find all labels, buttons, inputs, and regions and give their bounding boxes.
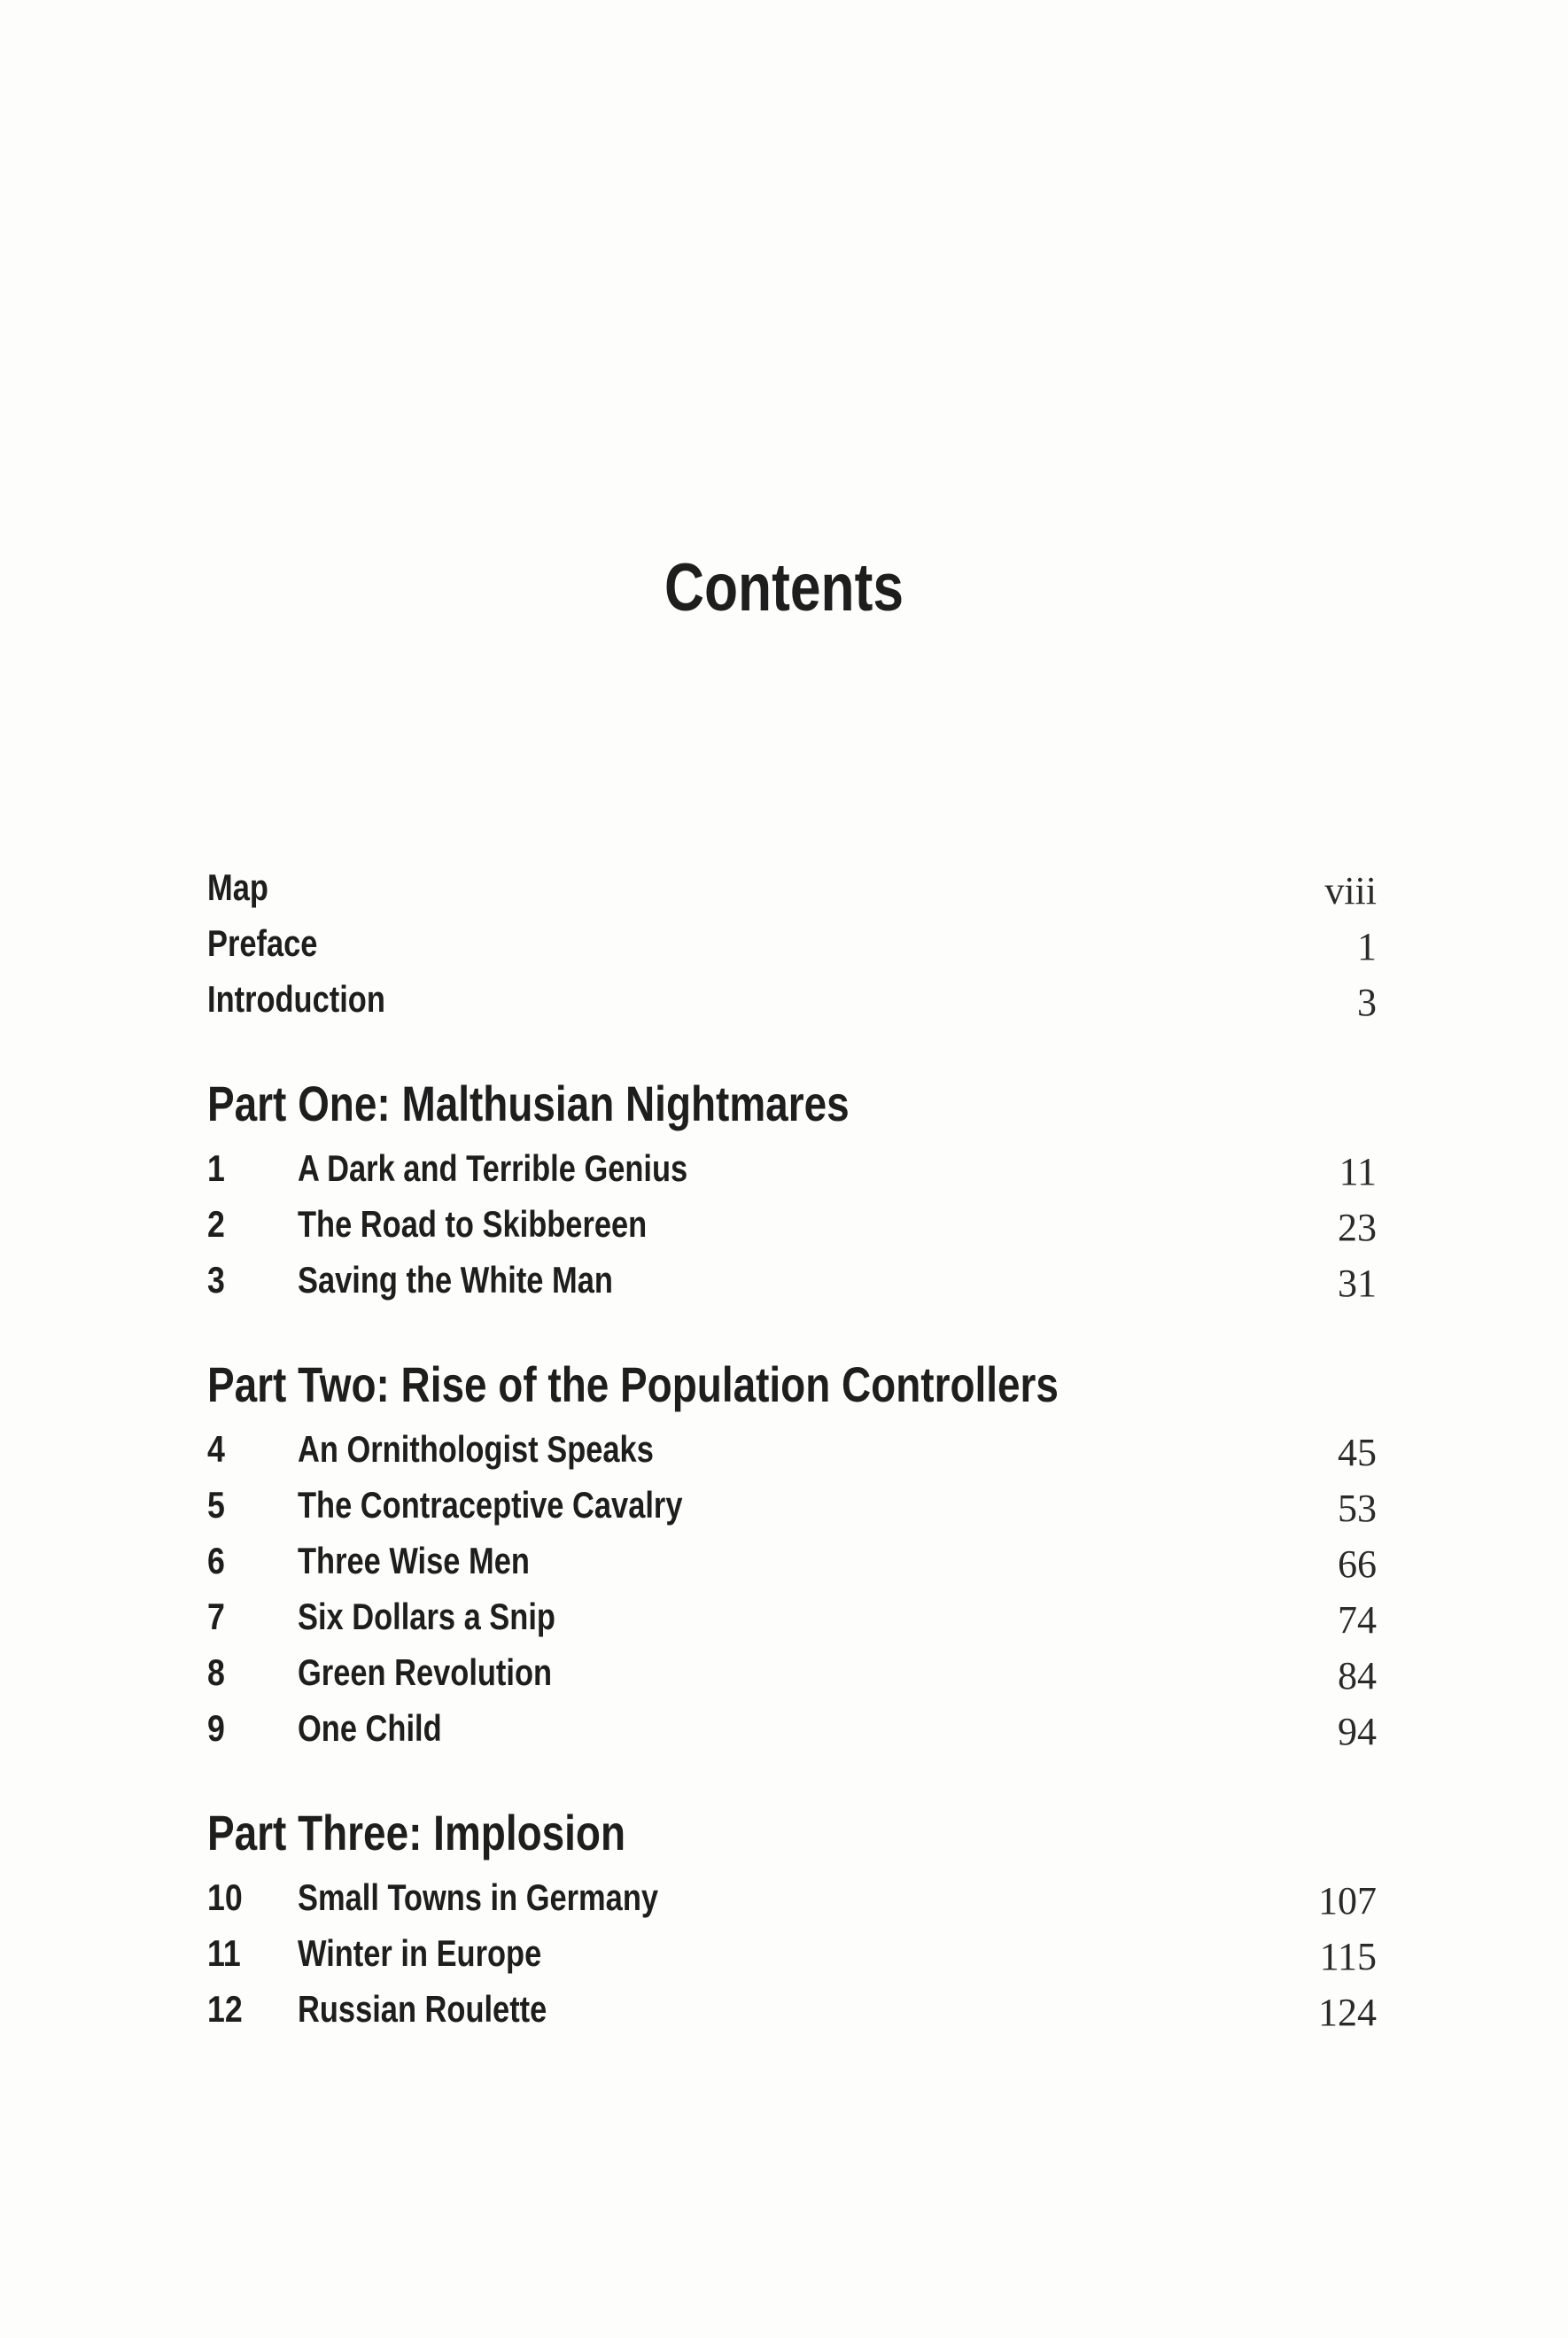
toc-page-number: 107 [1318, 1879, 1377, 1922]
toc-entry-label: Preface [207, 922, 318, 964]
chapter-title: The Road to Skibbereen [298, 1203, 648, 1245]
chapter-title: Green Revolution [298, 1651, 553, 1693]
toc-page-number: 53 [1338, 1487, 1377, 1530]
chapter-title: Winter in Europe [298, 1932, 542, 1974]
page-title: Contents [664, 550, 904, 625]
chapter-title: Russian Roulette [298, 1988, 547, 2030]
chapter-number: 3 [207, 1259, 225, 1301]
chapter-number: 1 [207, 1147, 225, 1189]
chapter-title: Small Towns in Germany [298, 1876, 659, 1918]
chapter-title: Saving the White Man [298, 1259, 613, 1301]
toc-chapter-5[interactable] [207, 1477, 1377, 1533]
toc-page-number: 115 [1319, 1935, 1377, 1978]
toc-page-number: 74 [1338, 1598, 1377, 1642]
part-title: Part One: Malthusian Nightmares [207, 1076, 850, 1131]
toc-chapter-1[interactable] [207, 1140, 1377, 1196]
part-heading-three[interactable] [207, 1797, 1377, 1869]
toc-entry-preface[interactable] [207, 915, 1377, 971]
toc-entry-introduction[interactable] [207, 971, 1377, 1027]
toc-page-number: 45 [1338, 1431, 1377, 1474]
chapter-number: 7 [207, 1596, 225, 1637]
table-of-contents [207, 859, 1377, 2037]
toc-page-number: 84 [1338, 1654, 1377, 1697]
toc-page-number: 11 [1339, 1150, 1377, 1193]
chapter-number: 5 [207, 1484, 225, 1526]
toc-chapter-2[interactable] [207, 1196, 1377, 1252]
toc-chapter-7[interactable] [207, 1588, 1377, 1644]
toc-page-number: 31 [1338, 1262, 1377, 1305]
chapter-number: 9 [207, 1707, 225, 1749]
toc-chapter-12[interactable] [207, 1981, 1377, 2037]
toc-chapter-11[interactable] [207, 1925, 1377, 1981]
toc-entry-label: Map [207, 866, 268, 908]
toc-page-number: 124 [1318, 1991, 1377, 2034]
part-heading-two[interactable] [207, 1348, 1377, 1421]
chapter-number: 11 [207, 1932, 241, 1974]
toc-page-number: 94 [1338, 1710, 1377, 1753]
chapter-number: 2 [207, 1203, 225, 1245]
part-heading-one[interactable] [207, 1068, 1377, 1140]
part-title: Part Three: Implosion [207, 1805, 626, 1860]
chapter-title: Three Wise Men [298, 1540, 530, 1581]
toc-chapter-8[interactable] [207, 1644, 1377, 1700]
chapter-title: A Dark and Terrible Genius [298, 1147, 688, 1189]
chapter-title: An Ornithologist Speaks [298, 1428, 654, 1470]
toc-entry-map[interactable] [207, 859, 1377, 915]
toc-page-number: 3 [1357, 981, 1377, 1024]
chapter-number: 10 [207, 1876, 243, 1918]
toc-page-number: 1 [1357, 925, 1377, 968]
part-title: Part Two: Rise of the Population Controllers [207, 1356, 1059, 1412]
toc-chapter-10[interactable] [207, 1869, 1377, 1925]
toc-chapter-6[interactable] [207, 1533, 1377, 1588]
toc-page-number: 66 [1338, 1542, 1377, 1586]
toc-chapter-4[interactable] [207, 1421, 1377, 1477]
chapter-title: One Child [298, 1707, 442, 1749]
toc-chapter-3[interactable] [207, 1252, 1377, 1308]
chapter-title: The Contraceptive Cavalry [298, 1484, 683, 1526]
chapter-number: 8 [207, 1651, 225, 1693]
chapter-title: Six Dollars a Snip [298, 1596, 555, 1637]
toc-page-number: 23 [1338, 1206, 1377, 1249]
toc-chapter-9[interactable] [207, 1700, 1377, 1756]
toc-entry-label: Introduction [207, 978, 385, 1020]
chapter-number: 6 [207, 1540, 225, 1581]
chapter-number: 12 [207, 1988, 243, 2030]
toc-page-number: viii [1324, 869, 1377, 913]
chapter-number: 4 [207, 1428, 225, 1470]
